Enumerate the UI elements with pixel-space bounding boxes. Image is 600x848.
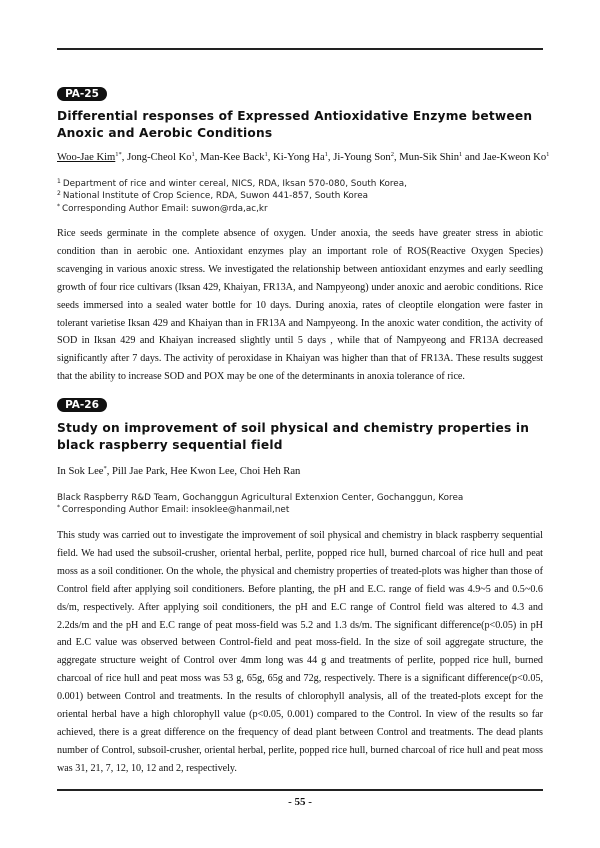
footer-rule: [57, 789, 543, 791]
affiliation-line: [57, 504, 543, 516]
author-name: Mun-Sik Shin: [399, 152, 460, 163]
author-affiliation-mark: 1*: [115, 151, 122, 158]
author-name: Ji-Young Son: [333, 152, 391, 163]
header-rule: [57, 48, 543, 50]
page-number: - 55 -: [288, 796, 312, 808]
author-name: In Sok Lee: [57, 466, 104, 477]
affiliation-mark: 1: [57, 178, 61, 185]
affiliation-text: Corresponding Author Email: insoklee@hanmail,net: [62, 505, 290, 516]
affiliation-list: [57, 492, 543, 517]
poster-title: Differential responses of Expressed Antioxidative Enzyme between Anoxic and Aerobic Conditions: [57, 109, 533, 140]
affiliation-mark: *: [57, 202, 60, 210]
affiliation-list: [57, 178, 543, 215]
author-name: Jong-Cheol Ko: [127, 152, 192, 163]
author-name: Jae-Kweon Ko: [482, 152, 547, 163]
author-name: Hee Kwon Lee: [170, 466, 235, 477]
author-name: Ki-Yong Ha: [273, 152, 325, 163]
affiliation-text: Black Raspberry R&D Team, Gochanggun Agricultural Extenxion Center, Gochanggun, Korea: [57, 493, 464, 503]
affiliation-line: [57, 492, 543, 504]
author-affiliation-mark: 1: [264, 151, 268, 158]
author-affiliation-mark: 1: [324, 151, 328, 158]
poster-badge: PA-26: [57, 398, 107, 412]
abstract-text: This study was carried out to investigate the improvement of soil physical and chemistry in black raspberry sequential field. We had used the subsoil-crusher, oriental herbal, perlite, popped rice hull, burned charcoal of rice hull and peat moss as a soil conditioner. On the whole, the physical and chemistry properties of treated-plots was higher than those of Control field after applying soil conditioners. Before planting, the pH and E.C. range of field was 4.9~5 and 0.5~0.6 ds/m, respectively. After applying soil conditioners, the pH and E.C range of Control field was altered to 4.3 and 2.2ds/m and the pH and E.C range of peat moss-field was 5.2 and 1.3 ds/m. The significant difference(p<0.05) in pH and E.C value was observed between Control-field and peat moss-field. In the size of soil aggregate structure, the aggregate structure weight of Control over 4mm long was 44 g and treatments of perlite, popped rice hull, burned charcoal of rice hull and peat moss was 53 g, 65g, 65g and 72g, respectively. There is a significant difference(p<0.05, 0.001) between Control and treatments. In the results of chlorophyll analysis, all of the treated-plots except for the oriental herbal have a high chlorophyll value (p<0.05, 0.001) compared to the Control. In view of the results so far achieved, there is a great difference on the frequency of dead plant between Control and treatments. The dead plants number of Control, subsoil-crusher, oriental herbal, perlite, popped rice hull, burned charcoal of rice hull and peat moss was 31, 21, 7, 12, 10, 12 and 2, respectively.: [57, 530, 543, 774]
affiliation-text: Department of rice and winter cereal, NICS, RDA, Iksan 570-080, South Korea,: [62, 179, 407, 189]
affiliation-text: Corresponding Author Email: suwon@rda,ac,kr: [62, 203, 268, 214]
author-list: Woo-Jae Kim$^{1*}$, Jong-Cheol Ko$^1$, Man-Kee Back$^1$, Ki-Yong Ha$^1$, Ji-Young Son$^2$, Mun-Sik Shin$^1$ and Jae-Kweon Ko$^1$: [57, 151, 550, 163]
author-name: Woo-Jae Kim: [57, 152, 116, 163]
affiliation-line: [57, 203, 543, 215]
affiliation-line: [57, 178, 543, 190]
poster-badge: PA-25: [57, 87, 107, 101]
author-affiliation-mark: 1: [459, 151, 463, 158]
author-name: Choi Heh Ran: [239, 466, 301, 477]
affiliation-line: [57, 190, 543, 202]
poster-title: Study on improvement of soil physical and chemistry properties in black raspberry sequential field: [57, 421, 530, 452]
author-affiliation-mark: 2: [390, 151, 394, 158]
author-affiliation-mark: 1: [191, 151, 195, 158]
author-name: Man-Kee Back: [200, 152, 265, 163]
affiliation-mark: *: [57, 504, 60, 512]
author-affiliation-mark: *: [103, 465, 107, 472]
author-list: In Sok Lee*, Pill Jae Park, Hee Kwon Lee, Choi Heh Ran: [57, 465, 301, 477]
author-name: Pill Jae Park: [112, 466, 165, 477]
abstract-text: Rice seeds germinate in the complete absence of oxygen. Under anoxia, the seeds have greater stress in abiotic condition than in aerobic one. Antioxidant enzymes play an important role of ROS(Reactive Oxygen Species) scavenging in various anoxic stress. We investigated the relationship between antioxidant enzymes and early seedling growth of four rice cultivars (Iksan 429, Khaiyan, FR13A, and Nampyeong) under anoxic and aerobic conditions. Rice seeds immersed into a sealed water bottle for 10 days. During anoxia, rates of cleoptile elongation were faster in tolerant varietise Iksan 429 and Khaiyan than in FR13A and Nampyeong. In the anoxic water condition, the activity of SOD in Iksan 429 and Khaiyan increased slightly until 5 days , while that of Nampyeong and FR13A decreased significantly after 7 days. The activity of peroxidase in Khaiyan was higher than that of FR13A. These results suggest that the ability to increase SOD and POX may be one of the determinants in anoxia tolerance of rice.: [57, 228, 543, 383]
affiliation-mark: 2: [57, 190, 61, 198]
affiliation-text: National Institute of Crop Science, RDA, Suwon 441-857, South Korea: [62, 191, 369, 202]
author-affiliation-mark: 1: [546, 151, 550, 158]
